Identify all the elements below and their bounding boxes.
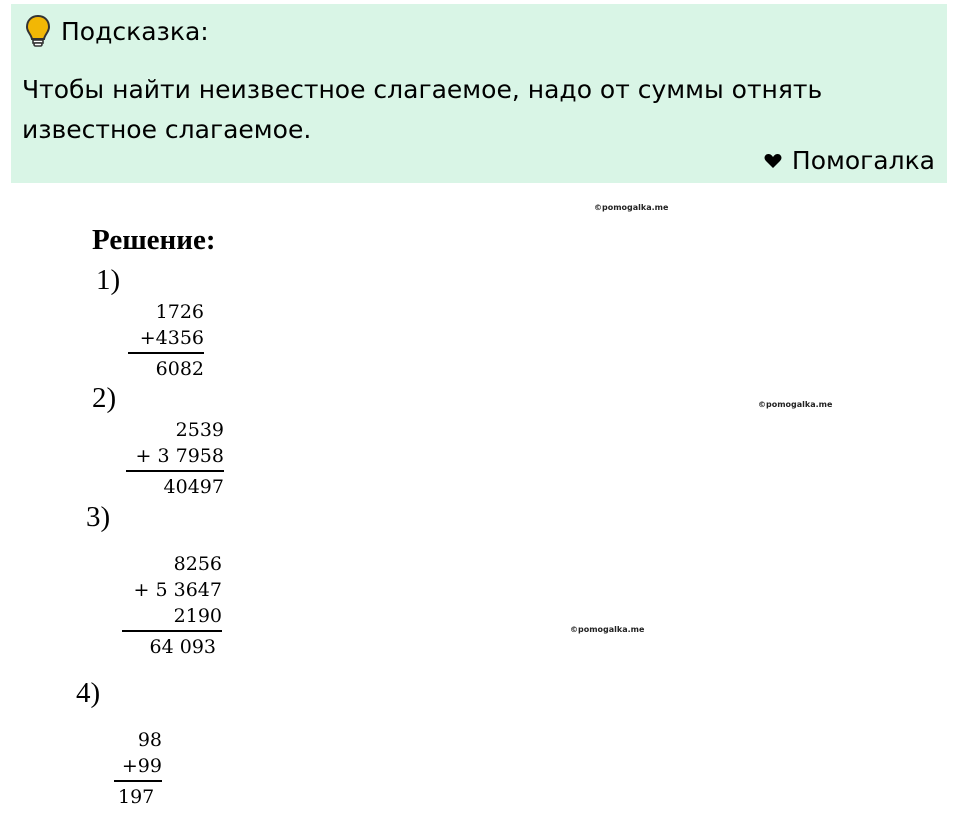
solution-title: Решение: <box>92 224 216 256</box>
step-number: 4) <box>76 677 101 709</box>
sum-line <box>128 352 204 354</box>
sum: 6082 <box>155 358 204 380</box>
addend: 8256 <box>173 553 222 575</box>
sum-line <box>126 470 224 472</box>
watermark: ©pomogalka.me <box>594 203 669 212</box>
heart-icon <box>764 146 782 175</box>
hint-text: Чтобы найти неизвестное слагаемое, надо от суммы отнять известное слагаемое. <box>22 75 823 144</box>
hint-header <box>25 14 209 48</box>
sum: 64 093 <box>149 636 216 658</box>
addend: + 5 3647 <box>133 579 222 601</box>
addend: 2539 <box>175 419 224 441</box>
column-addition <box>128 299 204 382</box>
step-number: 1) <box>96 264 121 296</box>
column-addition <box>114 727 162 810</box>
addend: 1726 <box>155 301 204 323</box>
addend: 2190 <box>173 605 222 627</box>
hint-box <box>11 4 947 183</box>
sum-line <box>122 630 222 632</box>
watermark: ©pomogalka.me <box>758 400 833 409</box>
step-number: 2) <box>92 382 117 414</box>
column-addition <box>122 551 222 660</box>
watermark: ©pomogalka.me <box>570 625 645 634</box>
brand-link[interactable] <box>764 146 935 175</box>
addend: +4356 <box>139 327 204 349</box>
brand-label: Помогалка <box>791 146 935 175</box>
sum: 197 <box>118 786 155 808</box>
step-number: 3) <box>86 501 111 533</box>
addend: 98 <box>137 729 162 751</box>
sum-line <box>114 780 162 782</box>
lightbulb-icon <box>25 14 51 48</box>
sum: 40497 <box>163 476 224 498</box>
column-addition <box>126 417 224 500</box>
addend: + 3 7958 <box>135 445 224 467</box>
hint-title: Подсказка: <box>61 16 209 46</box>
addend: +99 <box>121 755 162 777</box>
